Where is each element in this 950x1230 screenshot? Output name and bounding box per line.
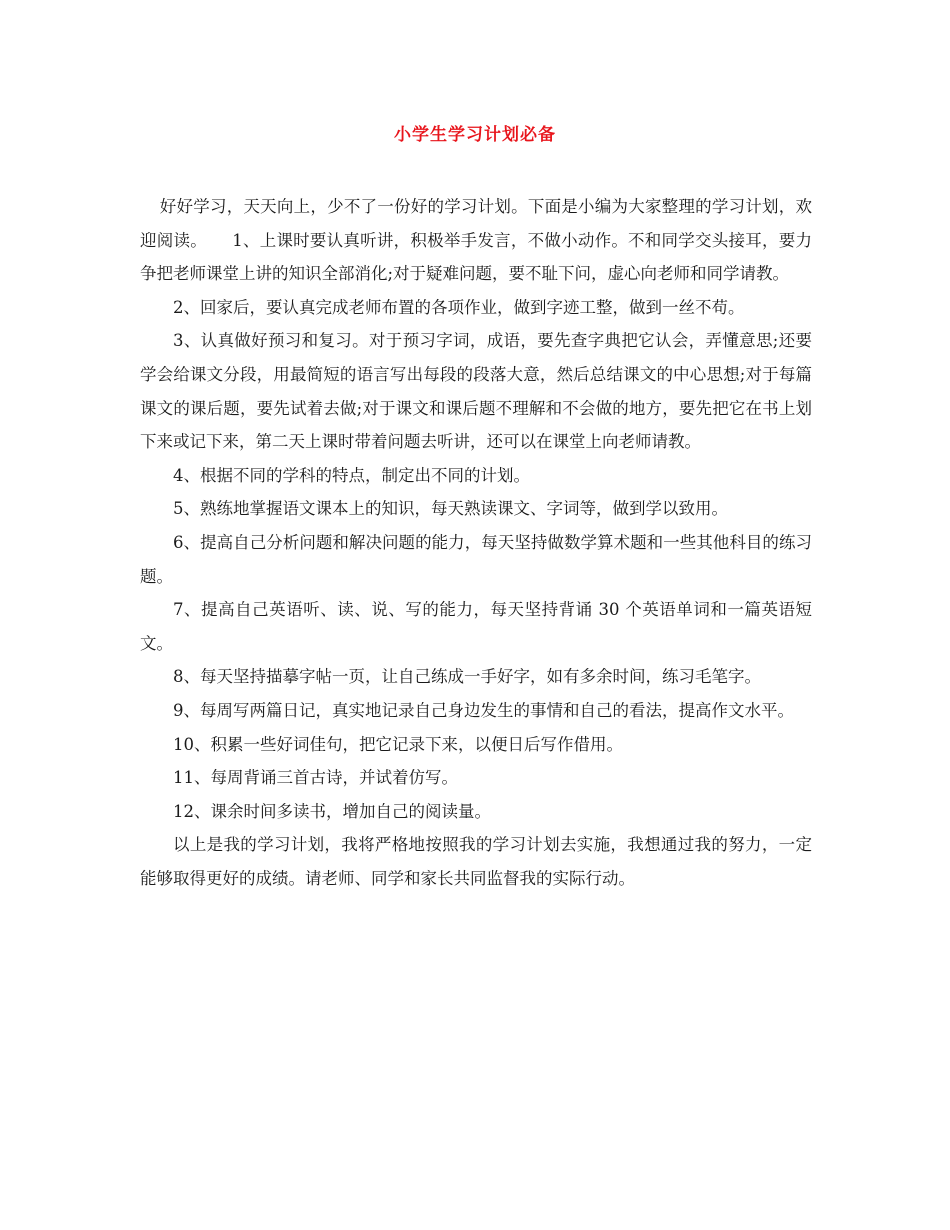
paragraph-conclusion: 以上是我的学习计划，我将严格地按照我的学习计划去实施，我想通过我的努力，一定能够取得更好的成绩。请老师、同学和家长共同监督我的实际行动。 xyxy=(140,835,812,888)
paragraph-item-2: 2、回家后，要认真完成老师布置的各项作业，做到字迹工整，做到一丝不苟。 xyxy=(173,297,745,317)
paragraph-item-8: 8、每天坚持描摹字帖一页，让自己练成一手好字，如有多余时间，练习毛笔字。 xyxy=(173,667,761,687)
paragraph-item-10: 10、积累一些好词佳句，把它记录下来，以便日后写作借用。 xyxy=(173,734,623,754)
document-body xyxy=(140,190,812,895)
paragraph-intro: 好好学习，天天向上，少不了一份好的学习计划。下面是小编为大家整理的学习计划，欢迎阅读。 1、上课时要认真听讲，积极举手发言，不做小动作。不和同学交头接耳，要力争把老师课堂上讲的知识全部消化;对于疑难问题，要不耻下问，虚心向老师和同学请教。 xyxy=(140,197,812,284)
paragraph-item-5: 5、熟练地掌握语文课本上的知识，每天熟读课文、字词等，做到学以致用。 xyxy=(173,499,728,519)
paragraph-item-4: 4、根据不同的学科的特点，制定出不同的计划。 xyxy=(173,465,530,485)
document-title: 小学生学习计划必备 xyxy=(394,125,556,145)
paragraph-item-11: 11、每周背诵三首古诗，并试着仿写。 xyxy=(173,768,458,788)
paragraph-item-3: 3、认真做好预习和复习。对于预习字词，成语，要先查字典把它认会，弄懂意思;还要学会给课文分段，用最简短的语言写出每段的段落大意，然后总结课文的中心思想;对于每篇课文的课后题，要先试着去做;对于课文和课后题不理解和不会做的地方，要先把它在书上划下来或记下来，第二天上课时带着问题去听讲，还可以在课堂上向老师请教。 xyxy=(140,331,812,452)
paragraph-item-12: 12、课余时间多读书，增加自己的阅读量。 xyxy=(173,801,491,821)
paragraph-item-7: 7、提高自己英语听、读、说、写的能力，每天坚持背诵 30 个英语单词和一篇英语短文。 xyxy=(140,600,812,653)
paragraph-item-6: 6、提高自己分析问题和解决问题的能力，每天坚持做数学算术题和一些其他科目的练习题。 xyxy=(140,532,812,586)
paragraph-item-9: 9、每周写两篇日记，真实地记录自己身边发生的事情和自己的看法，提高作文水平。 xyxy=(173,700,794,720)
